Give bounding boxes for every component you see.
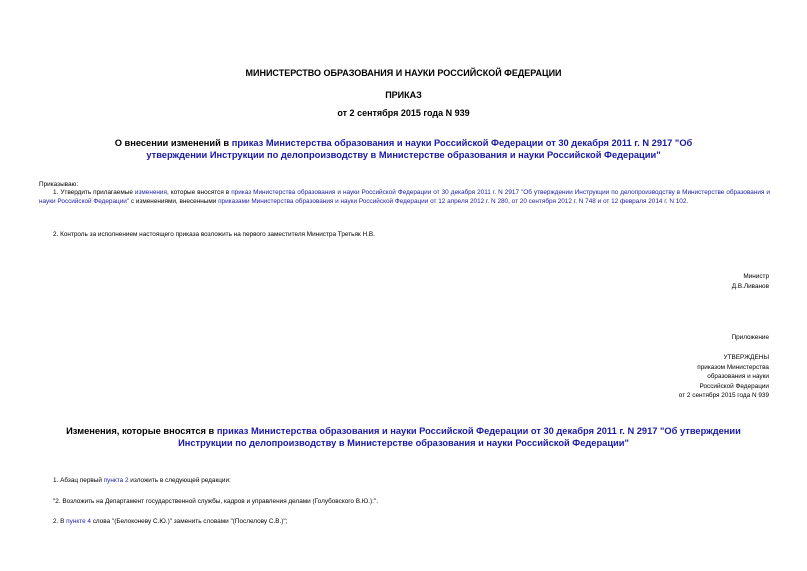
approval-line-2: образования и науки bbox=[707, 373, 769, 380]
p1-text-d: . bbox=[686, 198, 689, 205]
change-2 bbox=[53, 517, 287, 526]
change-1-quote: "2. Возложить на Департамент государственной службы, кадров и управления делами (Голубовского В.Ю.):". bbox=[53, 498, 378, 505]
approval-heading: УТВЕРЖДЕНЫ bbox=[723, 354, 769, 361]
approval-line-4: от 2 сентября 2015 года N 939 bbox=[678, 392, 769, 399]
p1-text-c: с изменениями, внесенными bbox=[129, 198, 219, 205]
order-title-link[interactable]: приказ Министерства образования и науки Российской Федерации от 30 декабря 2011 г. N 2917 "Об утверждении Инструкции по делопроизводству в Министерстве образования и науки Российской Федерации" bbox=[146, 138, 693, 160]
p1-text-b: , которые вносятся в bbox=[166, 189, 232, 196]
order-word: Приказываю: bbox=[39, 181, 79, 188]
c1-link-point-2[interactable]: пункта 2 bbox=[103, 477, 129, 484]
c1-text-a: 1. Абзац первый bbox=[53, 477, 104, 484]
ministry-heading: МИНИСТЕРСТВО ОБРАЗОВАНИЯ И НАУКИ РОССИЙСКОЙ ФЕДЕРАЦИИ bbox=[245, 68, 562, 78]
approval-block bbox=[679, 353, 769, 401]
appendix-label: Приложение bbox=[731, 334, 769, 341]
p1-link-changes[interactable]: изменения bbox=[134, 189, 167, 196]
c2-text-a: 2. В bbox=[53, 518, 67, 525]
c2-link-point-4[interactable]: пункте 4 bbox=[66, 518, 91, 525]
doc-type-heading: ПРИКАЗ bbox=[385, 90, 422, 100]
order-title-prefix: О внесении изменений в bbox=[114, 138, 232, 148]
p1-link-order-2917[interactable]: приказ Министерства образования и науки Российской Федерации от 30 декабря 2011 г. N 2917 "Об утверждении Инструкции по делопроизводству в Министерстве образования и науки Российской Федерации" bbox=[39, 189, 770, 205]
p1-link-amending-orders[interactable]: приказами Министерства образования и науки Российской Федерации от 12 апреля 2012 г. N 280, от 20 сентября 2012 г. N 748 и от 12 февраля 2014 г. N 102 bbox=[218, 198, 687, 205]
changes-title-prefix: Изменения, которые вносятся в bbox=[66, 426, 217, 436]
approval-line-3: Российской Федерации bbox=[699, 382, 769, 390]
c1-text-b: изложить в следующей редакции: bbox=[128, 477, 231, 484]
changes-title-link[interactable]: приказ Министерства образования и науки Российской Федерации от 30 декабря 2011 г. N 2917 "Об утверждении Инструкции по делопроизводству в Министерстве образования и науки Российской Федерации" bbox=[178, 426, 741, 448]
doc-date: от 2 сентября 2015 года N 939 bbox=[337, 108, 470, 118]
p1-text-a: 1. Утвердить прилагаемые bbox=[53, 189, 135, 196]
c2-text-b: слова "(Белоконеву С.Ю.)" заменить словами "(Послелову С.В.)"; bbox=[90, 518, 288, 525]
signature-role: Министр bbox=[743, 273, 769, 280]
signature-name: Д.В.Ливанов bbox=[731, 282, 769, 290]
change-1 bbox=[53, 476, 231, 485]
order-title bbox=[95, 137, 712, 161]
paragraph-1 bbox=[39, 188, 770, 206]
paragraph-2: 2. Контроль за исполнением настоящего приказа возложить на первого заместителя Министра Третьяк Н.В. bbox=[53, 231, 375, 238]
changes-title bbox=[40, 425, 767, 449]
approval-line-1: приказом Министерства bbox=[697, 363, 769, 371]
signature-block bbox=[732, 272, 769, 291]
